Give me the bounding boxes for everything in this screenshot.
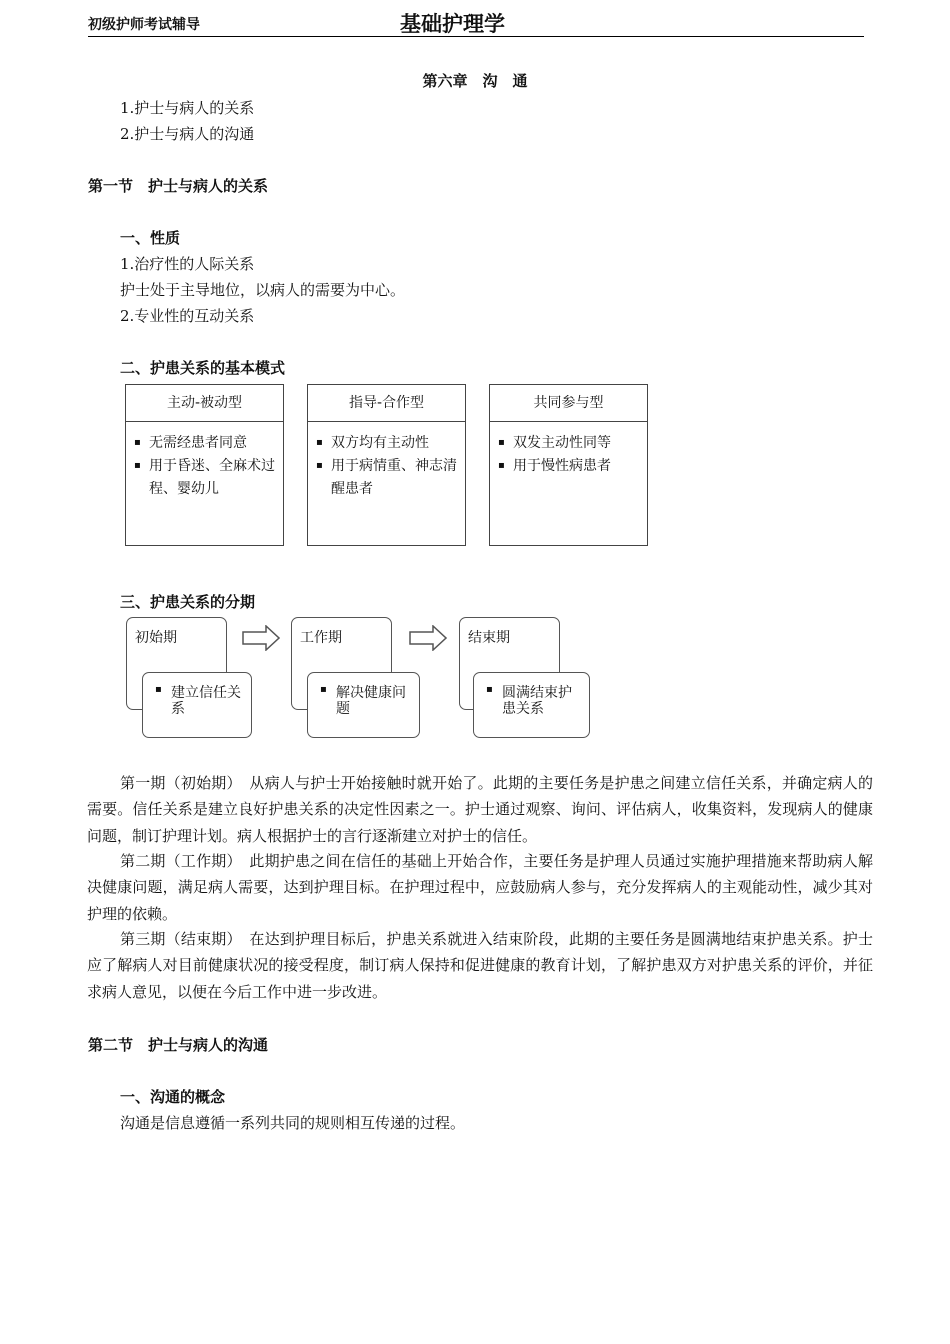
phase-working-task-box (307, 672, 420, 738)
bullet-icon: ▪ (320, 684, 327, 695)
phase-paragraph-2: 第二期（工作期） 此期护患之间在信任的基础上开始合作，主要任务是护理人员通过实施护理措施来帮助病人解决健康问题，满足病人需要，达到护理目标。在护理过程中，应鼓励病人参与，充分发挥病人的主观能动性，减少其对护理的依赖。 (87, 852, 873, 923)
model-box-active-passive (125, 384, 284, 546)
phase-name: 初始期 (135, 630, 177, 646)
model-box-title: 指导-合作型 (308, 385, 465, 422)
right-arrow-icon (409, 625, 447, 651)
header-rule (88, 36, 864, 37)
header-center-title: 基础护理学 (400, 11, 505, 36)
chapter-title: 第六章 沟 通 (422, 72, 528, 90)
phase-task: 建立信任关系 (171, 685, 241, 717)
model-box-bullet: ▪ 用于昏迷、全麻术过程、婴幼儿 (134, 455, 283, 501)
model-box-mutual-participation (489, 384, 648, 546)
phase-task: 圆满结束护患关系 (502, 685, 572, 717)
nature-item-2: 护士处于主导地位，以病人的需要为中心。 (120, 281, 406, 299)
nature-item-3: 2.专业性的互动关系 (120, 307, 255, 325)
phase-name: 结束期 (468, 630, 510, 646)
model-box-bullet: ▪ 双发主动性同等 (498, 432, 647, 455)
model-box-guidance-cooperation (307, 384, 466, 546)
phase-name: 工作期 (300, 630, 342, 646)
header-left-title: 初级护师考试辅导 (88, 17, 200, 33)
section1-title: 第一节 护士与病人的关系 (88, 177, 269, 195)
concept-text: 沟通是信息遵循一系列共同的规则相互传递的过程。 (120, 1114, 466, 1132)
model-box-bullet: ▪ 无需经患者同意 (134, 432, 283, 455)
models-heading: 二、护患关系的基本模式 (120, 359, 286, 377)
nature-heading: 一、性质 (120, 229, 181, 247)
right-arrow-icon (242, 625, 280, 651)
section2-title: 第二节 护士与病人的沟通 (88, 1036, 269, 1054)
nature-item-1: 1.治疗性的人际关系 (120, 255, 255, 273)
concept-heading: 一、沟通的概念 (120, 1088, 226, 1106)
phase-ending-task-box (473, 672, 590, 738)
model-box-title: 主动-被动型 (126, 385, 283, 422)
model-box-title: 共同参与型 (490, 385, 647, 422)
bullet-icon: ▪ (155, 684, 162, 695)
phases-heading: 三、护患关系的分期 (120, 593, 256, 611)
model-box-bullet: ▪ 用于慢性病患者 (498, 455, 647, 478)
toc-item-2: 2.护士与病人的沟通 (120, 125, 255, 143)
phase-task: 解决健康问题 (336, 685, 406, 717)
model-box-bullet: ▪ 用于病情重、神志清醒患者 (316, 455, 465, 501)
phase-paragraph-1: 第一期（初始期） 从病人与护士开始接触时就开始了。此期的主要任务是护患之间建立信任关系，并确定病人的需要。信任关系是建立良好护患关系的决定性因素之一。护士通过观察、询问、评估病人，收集资料，发现病人的健康问题，制订护理计划。病人根据护士的言行逐渐建立对护士的信任。 (87, 774, 873, 845)
phase-paragraph-3: 第三期（结束期） 在达到护理目标后，护患关系就进入结束阶段，此期的主要任务是圆满地结束护患关系。护士应了解病人对目前健康状况的接受程度，制订病人保持和促进健康的教育计划，了解护患双方对护患关系的评价，并征求病人意见，以便在今后工作中进一步改进。 (87, 930, 873, 1001)
bullet-icon: ▪ (486, 684, 493, 695)
toc-item-1: 1.护士与病人的关系 (120, 99, 255, 117)
phase-initial-task-box (142, 672, 252, 738)
model-box-bullet: ▪ 双方均有主动性 (316, 432, 465, 455)
